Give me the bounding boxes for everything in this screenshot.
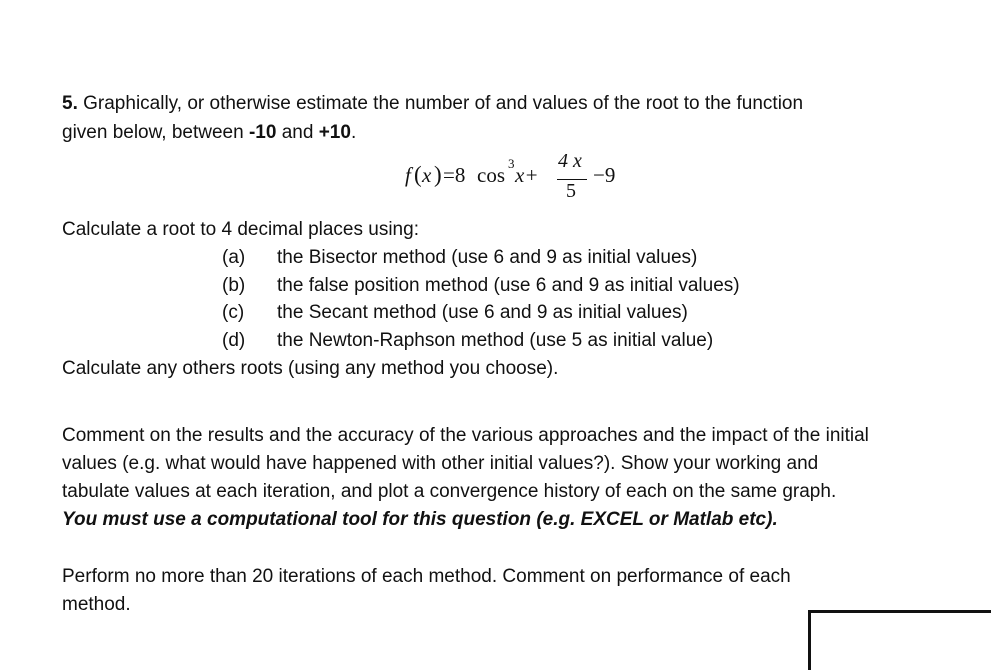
question-line-1: 5. Graphically, or otherwise estimate the number of and values of the root to the function xyxy=(62,93,804,114)
lower-bound: -10 xyxy=(248,122,277,143)
list-item: (b) the false position method (use 6 and 9 as initial values) xyxy=(222,275,740,296)
formula-numerator: 4 x xyxy=(558,150,582,172)
formula-minus-nine: −9 xyxy=(593,163,616,187)
question-line-2: given below, between -10 and +10. xyxy=(62,122,357,143)
other-roots-text: Calculate any others roots (using any method you choose). xyxy=(62,358,559,379)
list-item: (a) the Bisector method (use 6 and 9 as initial values) xyxy=(222,247,698,268)
formula-equals: =8 xyxy=(443,163,466,187)
question-number: 5. xyxy=(62,93,78,114)
formula-x: x xyxy=(422,163,432,187)
list-item: (d) the Newton-Raphson method (use 5 as initial value) xyxy=(222,330,714,351)
comment-line-1: Comment on the results and the accuracy of the various approaches and the impact of the initial xyxy=(62,425,869,446)
formula-paren-open: ( xyxy=(414,162,422,187)
corner-frame xyxy=(808,610,991,670)
upper-bound: +10 xyxy=(318,122,351,143)
perform-line-1: Perform no more than 20 iterations of each method. Comment on performance of each xyxy=(62,566,791,587)
formula-exponent: 3 xyxy=(508,156,515,171)
calculate-intro: Calculate a root to 4 decimal places using: xyxy=(62,219,419,240)
formula-cos: cos xyxy=(477,163,505,187)
computational-tool-note: You must use a computational tool for this question (e.g. EXCEL or Matlab etc). xyxy=(62,509,778,530)
formula-f: f xyxy=(405,163,411,187)
formula-x-plus: x+ xyxy=(515,163,539,187)
comment-line-2: values (e.g. what would have happened with other initial values?). Show your working and xyxy=(62,453,819,474)
formula-denominator: 5 xyxy=(566,180,576,202)
perform-line-2: method. xyxy=(62,594,131,615)
formula-paren-close: ) xyxy=(434,162,442,187)
list-item: (c) the Secant method (use 6 and 9 as initial values) xyxy=(222,302,688,323)
function-formula xyxy=(405,150,645,206)
comment-line-3: tabulate values at each iteration, and plot a convergence history of each on the same graph. xyxy=(62,481,837,502)
